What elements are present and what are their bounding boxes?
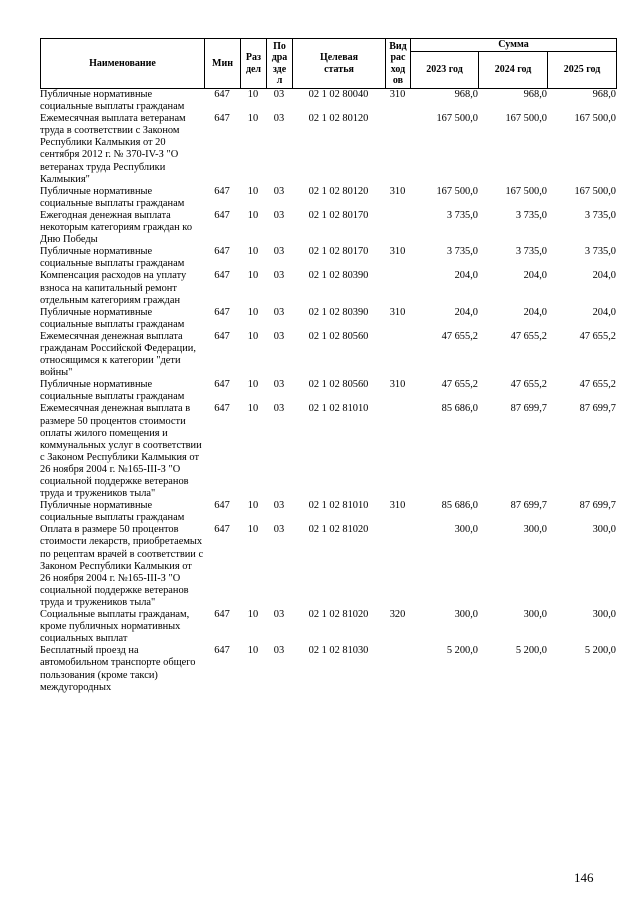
row-razdel: 10 <box>247 89 259 100</box>
row-razdel: 10 <box>247 306 259 318</box>
row-min: 647 <box>214 113 230 125</box>
table-row <box>40 524 616 609</box>
header-min: Мин <box>205 39 241 89</box>
row-sum-2023: 85 686,0 <box>441 500 478 512</box>
row-min: 647 <box>214 246 230 258</box>
row-podrazdel: 03 <box>273 246 285 258</box>
row-name: Публичные нормативные социальные выплаты гражданам <box>40 185 185 209</box>
row-name: Публичные нормативные социальные выплаты гражданам <box>40 306 185 330</box>
row-name: Публичные нормативные социальные выплаты гражданам <box>40 500 185 524</box>
row-sum-2023: 47 655,2 <box>441 379 478 391</box>
row-target: 02 1 02 81020 <box>308 524 369 536</box>
row-min: 647 <box>214 185 230 197</box>
row-sum-2023: 167 500,0 <box>436 185 478 197</box>
row-sum-2023: 204,0 <box>454 306 478 318</box>
row-sum-2025: 87 699,7 <box>579 403 616 415</box>
table-row <box>40 210 616 246</box>
row-sum-2024: 968,0 <box>523 89 547 100</box>
row-target: 02 1 02 80120 <box>308 185 369 197</box>
row-sum-2025: 167 500,0 <box>574 185 616 197</box>
header-2025: 2025 год <box>548 52 617 89</box>
row-vid <box>385 524 410 609</box>
row-sum-2024: 204,0 <box>523 270 547 282</box>
header-razdel <box>241 39 267 89</box>
row-podrazdel: 03 <box>273 89 285 100</box>
row-name: Бесплатный проезд на автомобильном транспорте общего пользования (кроме такси) междугородных <box>40 645 196 693</box>
row-podrazdel: 03 <box>273 500 285 512</box>
row-razdel: 10 <box>247 609 259 621</box>
row-target: 02 1 02 80560 <box>308 379 369 391</box>
row-name: Ежемесячная выплата ветеранам труда в соответствии с Законом Республики Калмыкия от 20 сентября 2012 г. № 370-IV-З "О ветеранах труда Республики Калмыкия" <box>40 113 186 185</box>
row-sum-2024: 47 655,2 <box>510 330 547 342</box>
row-podrazdel: 03 <box>273 379 285 391</box>
row-podrazdel: 03 <box>273 524 285 536</box>
row-sum-2023: 3 735,0 <box>446 246 478 258</box>
row-min: 647 <box>214 330 230 342</box>
row-podrazdel: 03 <box>273 330 285 342</box>
row-target: 02 1 02 81030 <box>308 645 369 657</box>
header-vid-text: Вид рас ход ов <box>389 40 407 86</box>
row-sum-2025: 300,0 <box>592 524 616 536</box>
table-row <box>40 609 616 645</box>
row-podrazdel: 03 <box>273 185 285 197</box>
row-target: 02 1 02 80120 <box>308 113 369 125</box>
table-row <box>40 379 616 403</box>
row-sum-2025: 3 735,0 <box>584 209 616 221</box>
row-min: 647 <box>214 379 230 391</box>
row-sum-2023: 204,0 <box>454 270 478 282</box>
row-razdel: 10 <box>247 379 259 391</box>
row-min: 647 <box>214 89 230 100</box>
row-target: 02 1 02 81020 <box>308 609 369 621</box>
page-number: 146 <box>574 870 594 885</box>
header-target <box>293 39 386 89</box>
row-sum-2024: 47 655,2 <box>510 379 547 391</box>
row-razdel: 10 <box>247 246 259 258</box>
row-sum-2024: 300,0 <box>523 609 547 621</box>
table-row <box>40 246 616 270</box>
row-name: Публичные нормативные социальные выплаты гражданам <box>40 379 185 403</box>
row-vid: 310 <box>389 89 406 100</box>
row-podrazdel: 03 <box>273 403 285 415</box>
table-row <box>40 113 616 186</box>
row-sum-2024: 87 699,7 <box>510 403 547 415</box>
row-podrazdel: 03 <box>273 306 285 318</box>
row-razdel: 10 <box>247 270 259 282</box>
row-vid <box>385 645 410 693</box>
header-podrazdel <box>267 39 293 89</box>
row-razdel: 10 <box>247 524 259 536</box>
row-razdel: 10 <box>247 645 259 657</box>
table-row <box>40 270 616 306</box>
row-vid <box>385 270 410 306</box>
row-sum-2025: 87 699,7 <box>579 500 616 512</box>
header-2024: 2024 год <box>479 52 548 89</box>
row-min: 647 <box>214 403 230 415</box>
row-sum-2023: 968,0 <box>454 89 478 100</box>
row-target: 02 1 02 80390 <box>308 270 369 282</box>
row-razdel: 10 <box>247 209 259 221</box>
row-vid: 310 <box>389 246 406 258</box>
table-row <box>40 403 616 500</box>
row-sum-2024: 204,0 <box>523 306 547 318</box>
table-row <box>40 331 616 379</box>
row-min: 647 <box>214 209 230 221</box>
row-vid <box>385 210 410 246</box>
row-min: 647 <box>214 524 230 536</box>
row-sum-2024: 87 699,7 <box>510 500 547 512</box>
row-podrazdel: 03 <box>273 209 285 221</box>
row-target: 02 1 02 81010 <box>308 500 369 512</box>
header-name: Наименование <box>41 39 205 89</box>
header-razdel-text: Раз дел <box>245 52 262 75</box>
budget-table <box>40 89 616 694</box>
row-sum-2025: 204,0 <box>592 270 616 282</box>
table-row <box>40 645 616 693</box>
row-sum-2024: 3 735,0 <box>515 246 547 258</box>
row-sum-2024: 167 500,0 <box>505 113 547 125</box>
row-vid <box>385 113 410 186</box>
row-name: Оплата в размере 50 процентов стоимости лекарств, приобретаемых по рецептам врачей в соответствии с Законом Республики Калмыкия от 26 ноября 2004 г. №165-III-З "О социальной поддержке ветеранов труда и тружеников тыла" <box>40 524 204 608</box>
row-sum-2025: 968,0 <box>592 89 616 100</box>
row-sum-2025: 204,0 <box>592 306 616 318</box>
row-podrazdel: 03 <box>273 270 285 282</box>
row-name: Публичные нормативные социальные выплаты гражданам <box>40 246 185 270</box>
row-sum-2024: 5 200,0 <box>515 645 547 657</box>
row-min: 647 <box>214 645 230 657</box>
row-name: Ежемесячная денежная выплата в размере 50 процентов стоимости оплаты жилого помещения и коммунальных услуг в соответствии с Законом Республики Калмыкия от 26 ноября 2004 г. №165-III-З "О социальной поддержке ветеранов труда и тружеников тыла" <box>40 403 202 500</box>
table-row <box>40 89 616 113</box>
row-min: 647 <box>214 609 230 621</box>
row-vid: 310 <box>389 500 406 512</box>
row-sum-2025: 3 735,0 <box>584 246 616 258</box>
row-sum-2023: 167 500,0 <box>436 113 478 125</box>
table-row <box>40 500 616 524</box>
row-target: 02 1 02 80040 <box>308 89 369 100</box>
row-sum-2023: 3 735,0 <box>446 209 478 221</box>
row-sum-2025: 300,0 <box>592 609 616 621</box>
row-razdel: 10 <box>247 500 259 512</box>
row-target: 02 1 02 80390 <box>308 306 369 318</box>
row-target: 02 1 02 80170 <box>308 246 369 258</box>
header-vid <box>386 39 411 89</box>
row-sum-2023: 300,0 <box>454 524 478 536</box>
row-sum-2024: 3 735,0 <box>515 209 547 221</box>
row-name: Ежегодная денежная выплата некоторым категориям граждан ко Дню Победы <box>40 209 193 246</box>
row-target: 02 1 02 80560 <box>308 330 369 342</box>
row-name: Ежемесячная денежная выплата гражданам Российской Федерации, относящимся к категории "дети войны" <box>40 330 196 379</box>
row-vid: 310 <box>389 185 406 197</box>
header-podrazdel-text: По дра зде л <box>271 40 288 86</box>
row-vid: 310 <box>389 306 406 318</box>
row-razdel: 10 <box>247 403 259 415</box>
row-min: 647 <box>214 306 230 318</box>
row-sum-2025: 5 200,0 <box>584 645 616 657</box>
row-podrazdel: 03 <box>273 609 285 621</box>
row-vid: 310 <box>389 379 406 391</box>
row-sum-2024: 300,0 <box>523 524 547 536</box>
row-sum-2023: 85 686,0 <box>441 403 478 415</box>
row-sum-2025: 47 655,2 <box>579 330 616 342</box>
row-vid <box>385 331 410 379</box>
row-sum-2025: 47 655,2 <box>579 379 616 391</box>
row-name: Социальные выплаты гражданам, кроме публичных нормативных социальных выплат <box>40 609 190 645</box>
header-target-text: Целевая статья <box>319 52 359 75</box>
row-vid: 320 <box>389 609 406 621</box>
row-name: Компенсация расходов на уплату взноса на капитальный ремонт отдельным категориям граждан <box>40 270 187 306</box>
row-sum-2025: 167 500,0 <box>574 113 616 125</box>
row-vid <box>385 403 410 500</box>
table-row <box>40 307 616 331</box>
row-razdel: 10 <box>247 113 259 125</box>
row-sum-2023: 5 200,0 <box>446 645 478 657</box>
row-target: 02 1 02 81010 <box>308 403 369 415</box>
row-sum-2023: 47 655,2 <box>441 330 478 342</box>
row-sum-2023: 300,0 <box>454 609 478 621</box>
row-min: 647 <box>214 270 230 282</box>
row-name: Публичные нормативные социальные выплаты гражданам <box>40 89 185 113</box>
header-sum: Сумма <box>411 39 617 52</box>
row-razdel: 10 <box>247 185 259 197</box>
table-header <box>40 38 617 89</box>
row-sum-2024: 167 500,0 <box>505 185 547 197</box>
row-podrazdel: 03 <box>273 113 285 125</box>
row-razdel: 10 <box>247 330 259 342</box>
row-podrazdel: 03 <box>273 645 285 657</box>
row-target: 02 1 02 80170 <box>308 209 369 221</box>
row-min: 647 <box>214 500 230 512</box>
header-2023: 2023 год <box>411 52 479 89</box>
table-row <box>40 186 616 210</box>
